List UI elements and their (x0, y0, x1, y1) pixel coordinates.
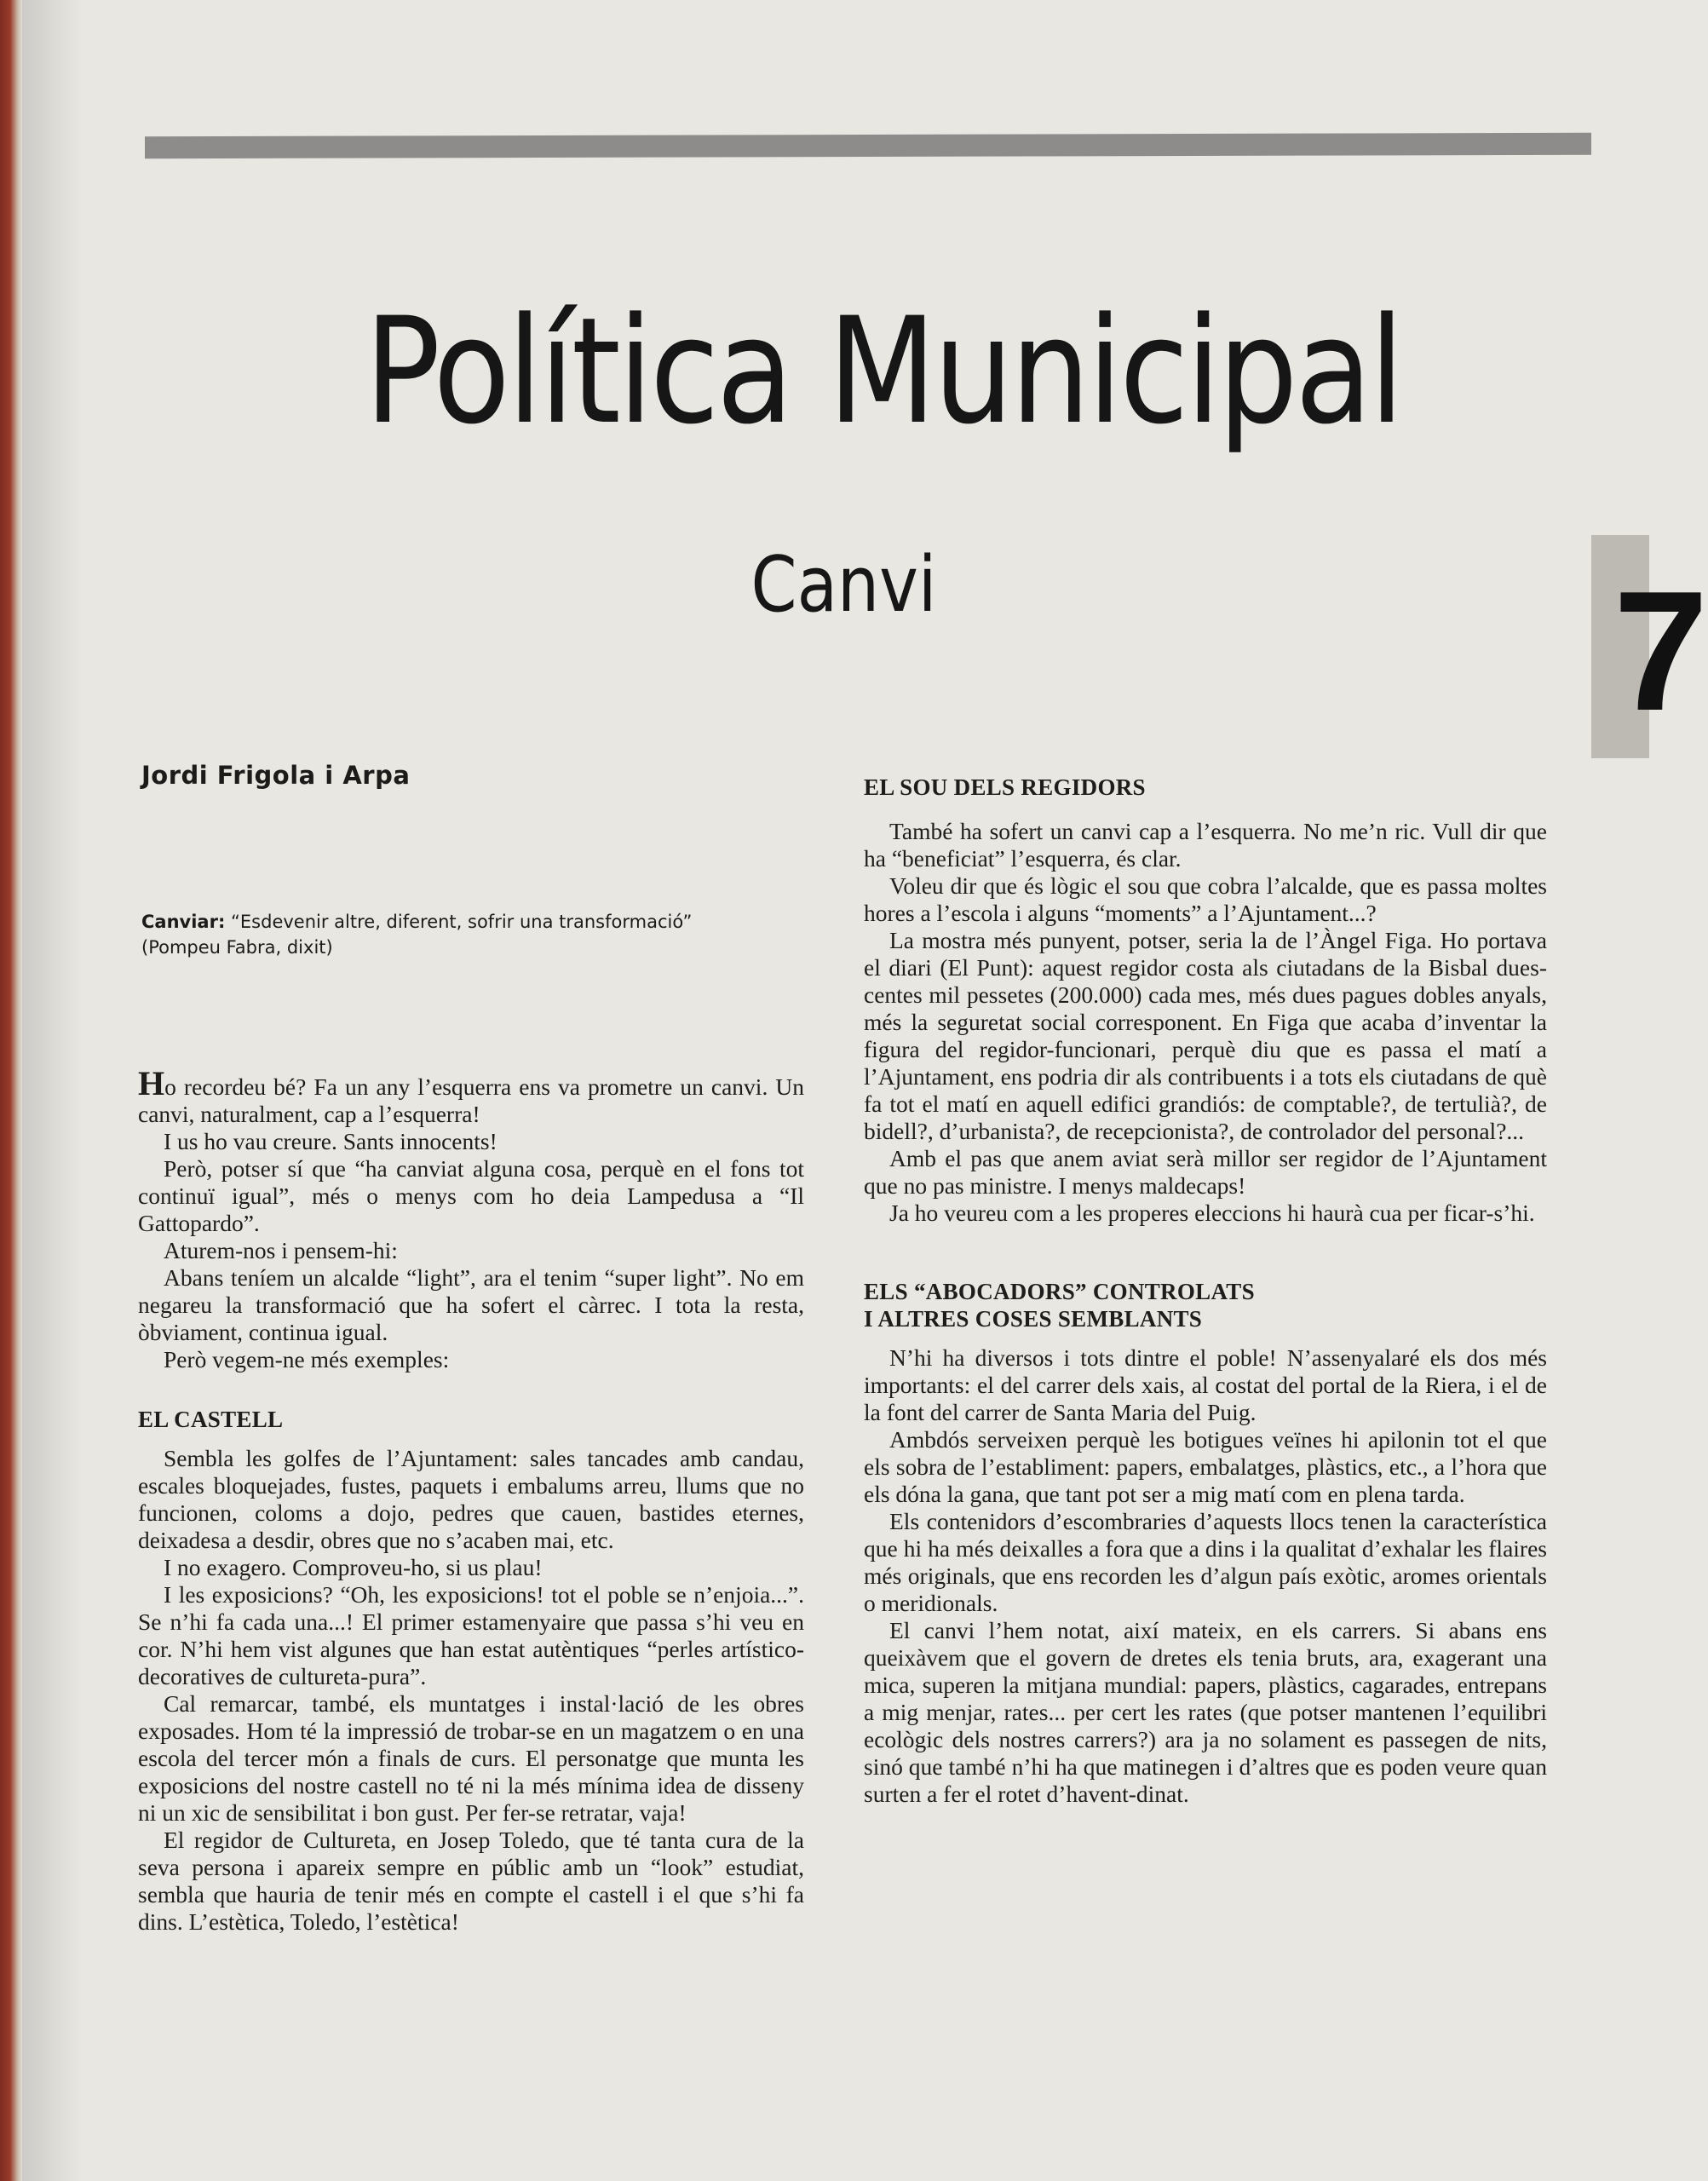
castell-paragraph: El regidor de Cultureta, en Josep Toledo, que té tanta cura de la seva persona i apareix sempre en públic amb un “look” estudiat, sembla que hauria de tenir més en compte el castell i el que s’hi fa dins. L’estètica, Toledo, l’estètica! (138, 1827, 804, 1935)
section-heading-sou: EL SOU DELS REGIDORS (864, 774, 1146, 800)
section-heading-abocadors: ELS “ABOCADORS” CONTROLATS I ALTRES COSES SEMBLANTS (864, 1279, 1255, 1332)
intro-paragraph: Aturem-nos i pensem-hi: (164, 1237, 398, 1263)
sou-paragraph: Ja ho veureu com a les properes eleccions hi haurà cua per ficar-s’hi. (889, 1200, 1535, 1226)
page-subtitle: Canvi (750, 540, 937, 630)
left-column (138, 1064, 804, 1936)
section-tab-number: 7 (1613, 556, 1708, 746)
magazine-spine (0, 0, 22, 2181)
definition-quote (141, 909, 823, 960)
author-byline: Jordi Frigola i Arpa (141, 761, 411, 790)
abocadors-paragraph: N’hi ha diversos i tots dintre el poble! N’assenyalaré els dos més importants: el del carrer dels xais, al costat del portal de la Riera, i el de la font del carrer de Santa Maria del Puig. (864, 1344, 1547, 1425)
intro-paragraph: I us ho vau creure. Sants innocents! (164, 1128, 497, 1154)
castell-paragraph: I no exagero. Comproveu-ho, si us plau! (164, 1554, 543, 1580)
castell-paragraph: Cal remarcar, també, els muntatges i instal·lació de les obres exposades. Hom té la impressió de trobar-se en un magatzem o en una escola del tercer món a finals de curs. El personatge que munta les exposicions del nostre castell no té ni la més mínima idea de disseny ni un xic de sensibilitat i bon gust. Per fer-se retratar, vaja! (138, 1690, 804, 1826)
intro-paragraph: Ho recordeu bé? Fa un any l’esquerra ens va prometre un canvi. Un canvi, naturalment, cap a l’esquerra! (138, 1064, 804, 1127)
castell-paragraph: Sembla les golfes de l’Ajuntament: sales tancades amb candau, escales bloquejades, fustes, paquets i embalums arreu, llums que no funcionen, coloms a dojo, pedres que cauen, bastides eternes, deixadesa a desdir, obres que no s’acaben mai, etc. (138, 1445, 804, 1553)
definition-source: (Pompeu Fabra, dixit) (141, 937, 333, 958)
sou-paragraph: La mostra més punyent, potser, seria la de l’Àngel Figa. Ho portava el diari (El Punt): aquest regidor costa als ciutadans de la Bisbal dues-centes mil pessetes (200.000) cada mes, més dues pagues dobles anyals, més la seguretat social corresponent. En Figa que acaba d’inventar la figura del regidor-funcionari, perquè diu que es passa el matí a l’Ajuntament, ens podria dir als contribuents i a tots els ciutadans de què fa tot el matí en aquell edifici grandiós: de comptable?, de tertulià?, de bidell?, d’urbanista?, de recepcionista?, de controlador del personal?... (864, 927, 1547, 1144)
page-gutter-shadow (22, 0, 82, 2181)
definition-text: “Esdevenir altre, diferent, sofrir una transformació” (225, 912, 693, 932)
section-heading-castell: EL CASTELL (138, 1407, 284, 1432)
header-rule-bar (145, 133, 1591, 158)
definition-term: Canviar: (141, 912, 226, 932)
intro-paragraph: Però, potser sí que “ha canviat alguna cosa, perquè en el fons tot continuï igual”, més o menys com ho deia Lampedusa a “Il Gattopardo”. (138, 1155, 804, 1236)
intro-paragraph: Abans teníem un alcalde “light”, ara el tenim “super light”. No em negareu la transformació que ha sofert el càrrec. I tota la resta, òbviament, continua igual. (138, 1264, 804, 1345)
sou-paragraph: Amb el pas que anem aviat serà millor ser regidor de l’Ajuntament que no pas ministre. I menys maldecaps! (864, 1145, 1547, 1199)
abocadors-paragraph: Ambdós serveixen perquè les botigues veïnes hi apilonin tot el que els sobra de l’establiment: papers, embalatges, plàstics, etc., a l’hora que els dóna la gana, que tant pot ser a mig matí com en plena tarda. (864, 1426, 1547, 1507)
drop-cap: H (138, 1064, 165, 1102)
right-column (864, 774, 1547, 1808)
sou-paragraph: També ha sofert un canvi cap a l’esquerra. No me’n ric. Vull dir que ha “beneficiat” l’esquerra, és clar. (864, 818, 1547, 872)
abocadors-paragraph: El canvi l’hem notat, així mateix, en els carrers. Si abans ens queixàvem que el govern de dretes els tenia bruts, ara, exagerant una mica, superen la mitjana mundial: papers, plàstics, cagarades, entrepans a mig menjar, rates... per cert les rates (que potser mantenen l’equilibri ecològic dels nostres carrers?) ara ja no solament es passegen de nits, sinó que també n’hi ha que matinegen i d’altres que es poden veure quan surten a fer el rotet d’havent-dinat. (864, 1617, 1547, 1807)
intro-paragraph: Però vegem-ne més exemples: (164, 1346, 450, 1372)
sou-paragraph: Voleu dir que és lògic el sou que cobra l’alcalde, que es passa moltes hores a l’escola i alguns “moments” a l’Ajuntament...? (864, 872, 1547, 926)
abocadors-paragraph: Els contenidors d’escombraries d’aquests llocs tenen la característica que hi ha més deixalles a fora que a dins i la qualitat d’exhalar les flaires més originals, que ens recorden les d’algun país exòtic, aromes orientals o meridionals. (864, 1508, 1547, 1616)
castell-paragraph: I les exposicions? “Oh, les exposicions! tot el poble se n’enjoia...”. Se n’hi fa cada una...! El primer estamenyaire que passa s’hi veu en cor. N’hi hem vist algunes que han estat autèntiques “perles artístico-decoratives de cultureta-pura”. (138, 1581, 804, 1689)
page-title: Política Municipal (364, 285, 1402, 457)
